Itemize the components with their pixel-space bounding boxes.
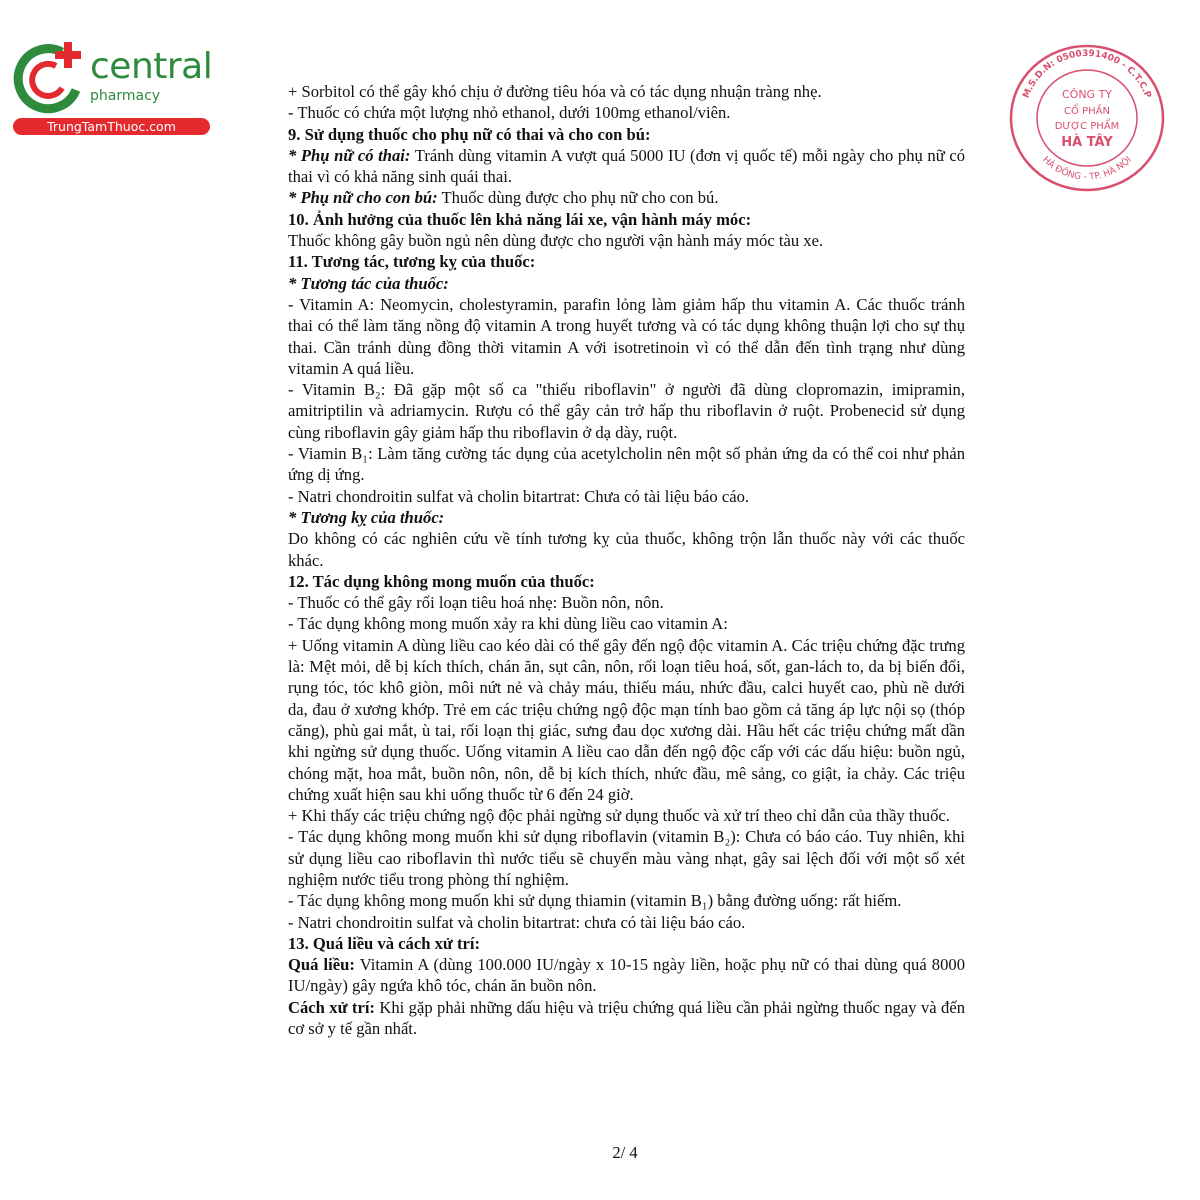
section-heading: 12. Tác dụng không mong muốn của thuốc: xyxy=(288,571,595,591)
svg-text:M.S.D.N: 0500391400 - C.T.C.P xyxy=(1021,49,1152,100)
paragraph-lead: Cách xử trí: xyxy=(288,997,375,1017)
svg-text:HÀ ĐÔNG - TP. HÀ NỘI xyxy=(1040,155,1134,183)
paragraph: - Natri chondroitin sulfat và cholin bitartrat: Chưa có tài liệu báo cáo. xyxy=(288,486,750,506)
paragraph: Thuốc không gây buồn ngủ nên dùng được cho người vận hành máy móc tàu xe. xyxy=(288,231,824,251)
stamp-bottom: HÀ ĐÔNG - TP. HÀ NỘI xyxy=(1040,155,1134,183)
paragraph-lead: Quá liều: xyxy=(288,955,355,975)
stamp-line1: CÔNG TY xyxy=(1061,88,1113,101)
paragraph-text: Khi gặp phải những dấu hiệu và triệu chứng quá liều cần phải ngừng thuốc ngay và đến cơ sở y tế gần nhất. xyxy=(288,997,966,1039)
paragraph: + Uống vitamin A dùng liều cao kéo dài có thể gây đến ngộ độc vitamin A. Các triệu chứng đặc trưng là: Mệt mỏi, dễ bị kích thích, chán ăn, sụt cân, nôn, rối loạn tiêu hoá, sốt, gan-lách to, da bị biến đổi, rụng tóc, tóc khô giòn, môi nứt nẻ và chảy máu, thiếu máu, nhức đầu, calci huyết cao, phù nề dưới da, đau ở xương khớp. Trẻ em các triệu chứng ngộ độc mạn tính bao gồm cả tăng áp lực nội sọ (thóp căng), phù gai mắt, ù tai, rối loạn thị giác, sưng đau dọc xương dài. Hầu hết các triệu chứng mất dần khi ngừng sử dụng thuốc. Uống vitamin A liều cao dẫn đến ngộ độc cấp với các dấu hiệu: buồn ngủ, chóng mặt, hoa mắt, buồn nôn, nôn, dễ bị kích thích, nhức đầu, mê sảng, co giật, ỉa chảy. Các triệu chứng xuất hiện sau khi uống thuốc từ 6 đến 24 giờ. xyxy=(288,635,965,804)
paragraph-lead: * Phụ nữ cho con bú: xyxy=(288,188,438,208)
paragraph-text: Thuốc dùng được cho phụ nữ cho con bú. xyxy=(437,188,719,208)
paragraph: + Khi thấy các triệu chứng ngộ độc phải ngừng sử dụng thuốc và xử trí theo chỉ dẫn của thầy thuốc. xyxy=(288,806,950,826)
page-number: 2/ 4 xyxy=(612,1143,638,1162)
logo-site: TrungTamThuoc.com xyxy=(13,118,210,135)
paragraph: - Vitamin A: Neomycin, cholestyramin, parafin lỏng làm giảm hấp thu vitamin A. Các thuốc tránh thai có thể làm tăng nồng độ vitamin A trong huyết tương và có tác dụng không thuận lợi cho sự thụ thai. Cần tránh dùng đồng thời vitamin A với isotretinoin vì có thể dẫn đến tình trạng như dùng vitamin A quá liều. xyxy=(288,294,965,378)
sub-heading: * Tương tác của thuốc: xyxy=(288,273,449,293)
section-heading: 13. Quá liều và cách xử trí: xyxy=(288,933,481,953)
paragraph xyxy=(288,954,965,997)
company-stamp xyxy=(1008,42,1166,192)
paragraph-lead: * Phụ nữ có thai: xyxy=(288,145,411,165)
paragraph-text: Tránh dùng vitamin A vượt quá 5000 IU (đơn vị quốc tế) mỗi ngày cho phụ nữ có thai vì có khả năng sinh quái thai. xyxy=(288,145,965,187)
paragraph: - Tác dụng không mong muốn khi sử dụng riboflavin (vitamin B₂): Chưa có báo cáo. Tuy nhiên, khi sử dụng liều cao riboflavin thì nước tiểu sẽ chuyển màu vàng nhạt, gây sai lệch đối với một số xét nghiệm nước tiểu trong phòng thí nghiệm. xyxy=(288,827,965,889)
paragraph: + Sorbitol có thể gây khó chịu ở đường tiêu hóa và có tác dụng nhuận tràng nhẹ. xyxy=(288,82,822,101)
pharmacy-cross-icon xyxy=(10,38,90,118)
section-heading: 10. Ảnh hưởng của thuốc lên khả năng lái xe, vận hành máy móc: xyxy=(288,209,752,229)
central-pharmacy-logo xyxy=(10,38,215,138)
paragraph xyxy=(288,145,965,188)
paragraph: - Vitamin B₂: Đã gặp một số ca "thiếu riboflavin" ở người đã dùng clopromazin, imipramin, amitriptilin và adriamycin. Rượu có thể gây cản trở hấp thu riboflavin ở ruột. Probenecid sử dụng cùng riboflavin gây giảm hấp thu riboflavin ở dạ dày, ruột. xyxy=(288,380,965,442)
logo-brand: central xyxy=(90,46,213,87)
stamp-line4: HÀ TÂY xyxy=(1061,135,1113,150)
paragraph: Do không có các nghiên cứu về tính tương kỵ của thuốc, không trộn lẫn thuốc này với các thuốc khác. xyxy=(288,529,965,570)
paragraph: - Tác dụng không mong muốn xảy ra khi dùng liều cao vitamin A: xyxy=(288,614,728,634)
paragraph-text: Vitamin A (dùng 100.000 IU/ngày x 10-15 ngày liền, hoặc phụ nữ có thai dùng quá 8000 IU/ngày) gây ngứa khô tóc, chán ăn buồn nôn. xyxy=(288,955,965,996)
stamp-line2: CỔ PHẦN xyxy=(1064,106,1110,117)
document-body xyxy=(288,81,965,1039)
paragraph: - Viamin B₁: Làm tăng cường tác dụng của acetylcholin nên một số phản ứng da có thể coi như phản ứng dị ứng. xyxy=(288,444,965,485)
paragraph xyxy=(288,997,965,1040)
sub-heading: * Tương kỵ của thuốc: xyxy=(288,507,445,527)
logo-sub: pharmacy xyxy=(90,88,161,104)
section-heading: 11. Tương tác, tương kỵ của thuốc: xyxy=(288,252,536,272)
paragraph: - Tác dụng không mong muốn khi sử dụng thiamin (vitamin B₁) bằng đường uống: rất hiếm. xyxy=(288,891,902,911)
paragraph: - Thuốc có thể gây rối loạn tiêu hoá nhẹ: Buồn nôn, nôn. xyxy=(288,593,664,613)
paragraph: - Natri chondroitin sulfat và cholin bitartrat: chưa có tài liệu báo cáo. xyxy=(288,912,746,932)
stamp-ring: M.S.D.N: 0500391400 - C.T.C.P xyxy=(1021,48,1153,100)
paragraph: - Thuốc có chứa một lượng nhỏ ethanol, dưới 100mg ethanol/viên. xyxy=(288,103,731,123)
stamp-line3: DƯỢC PHẨM xyxy=(1054,121,1120,132)
paragraph xyxy=(288,187,965,208)
section-heading: 9. Sử dụng thuốc cho phụ nữ có thai và cho con bú: xyxy=(288,124,651,144)
